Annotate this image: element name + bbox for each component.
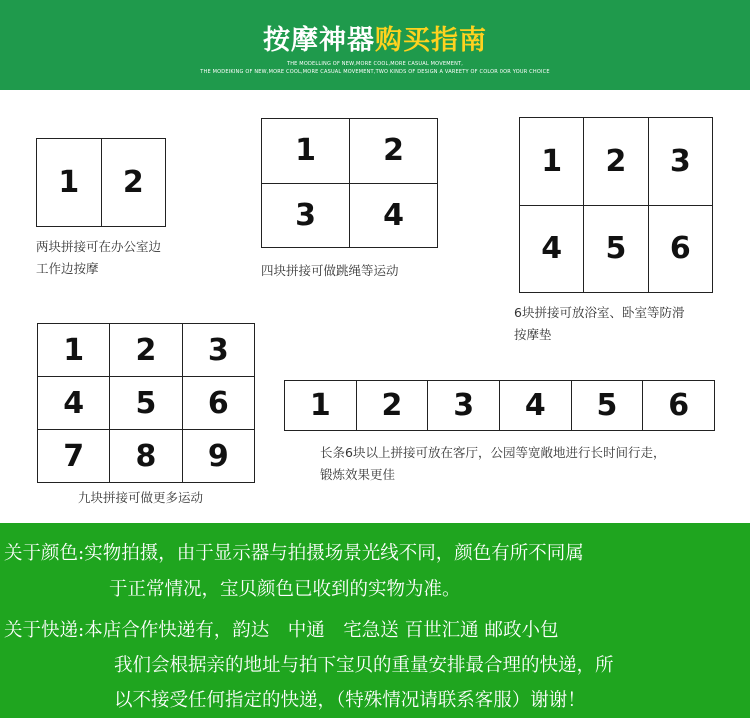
tile: 7 [38,430,110,483]
layout-strip [284,380,715,431]
header-subtitle-2: THE MODEIKING OF NEW,MORE COOL,MORE CASUAL MOVEMENT,TWO KINDS OF DESIGN A VAREETY OF COLOR 0OR YOUR CHOICE [200,69,550,75]
tile: 1 [285,381,357,431]
caption-strip: 长条6块以上拼接可放在客厅，公园等宽敞地进行长时间行走， 锻炼效果更佳 [320,445,666,482]
tile: 5 [584,206,648,294]
layout-two-piece [36,138,166,227]
notice-line: 于正常情况，宝贝颜色已收到的实物为准。 [109,579,461,600]
caption-six-piece: 6块拼接可放浴室、卧室等防滑 按摩垫 [514,305,685,342]
notice-line: 关于颜色:实物拍摄，由于显示器与拍摄场景光线不同，颜色有所不同属 [4,543,584,564]
tile: 4 [38,377,110,430]
caption-two-piece: 两块拼接可在办公室边 工作边按摩 [36,239,162,276]
tile: 1 [262,119,350,184]
header-banner [0,0,750,90]
tile: 5 [110,377,182,430]
tile: 5 [572,381,644,431]
tile: 2 [110,324,182,377]
page-title: 按摩神器购买指南 [263,25,487,56]
notice-line: 以不接受任何指定的快递，（特殊情况请联系客服）谢谢！ [114,690,586,711]
layout-nine-piece [37,323,255,483]
tile: 2 [350,119,438,184]
tile: 2 [357,381,429,431]
tile: 6 [643,381,715,431]
notice-line: 关于快递:本店合作快递有，韵达 中通 宅急送 百世汇通 邮政小包 [4,620,559,641]
tile: 4 [500,381,572,431]
caption-nine-piece: 九块拼接可做更多运动 [78,490,204,505]
tile: 1 [37,139,102,227]
tile: 6 [183,377,255,430]
layout-six-piece [519,117,713,293]
header-subtitle-1: THE MODELLING OF NEW,MORE COOL,MORE CASUAL MOVEMENT, [286,61,464,67]
tile: 4 [350,184,438,249]
tile: 9 [183,430,255,483]
caption-four-piece: 四块拼接可做跳绳等运动 [261,263,399,278]
tile: 2 [584,118,648,206]
layout-four-piece [261,118,438,248]
notice-panel [0,523,750,718]
tile: 3 [428,381,500,431]
notice-line: 我们会根据亲的地址与拍下宝贝的重量安排最合理的快递，所 [114,655,614,676]
tile: 3 [183,324,255,377]
tile: 1 [520,118,584,206]
tile: 4 [520,206,584,294]
tile: 8 [110,430,182,483]
tile: 3 [649,118,713,206]
tile: 1 [38,324,110,377]
tile: 2 [102,139,167,227]
tile: 6 [649,206,713,294]
tile: 3 [262,184,350,249]
